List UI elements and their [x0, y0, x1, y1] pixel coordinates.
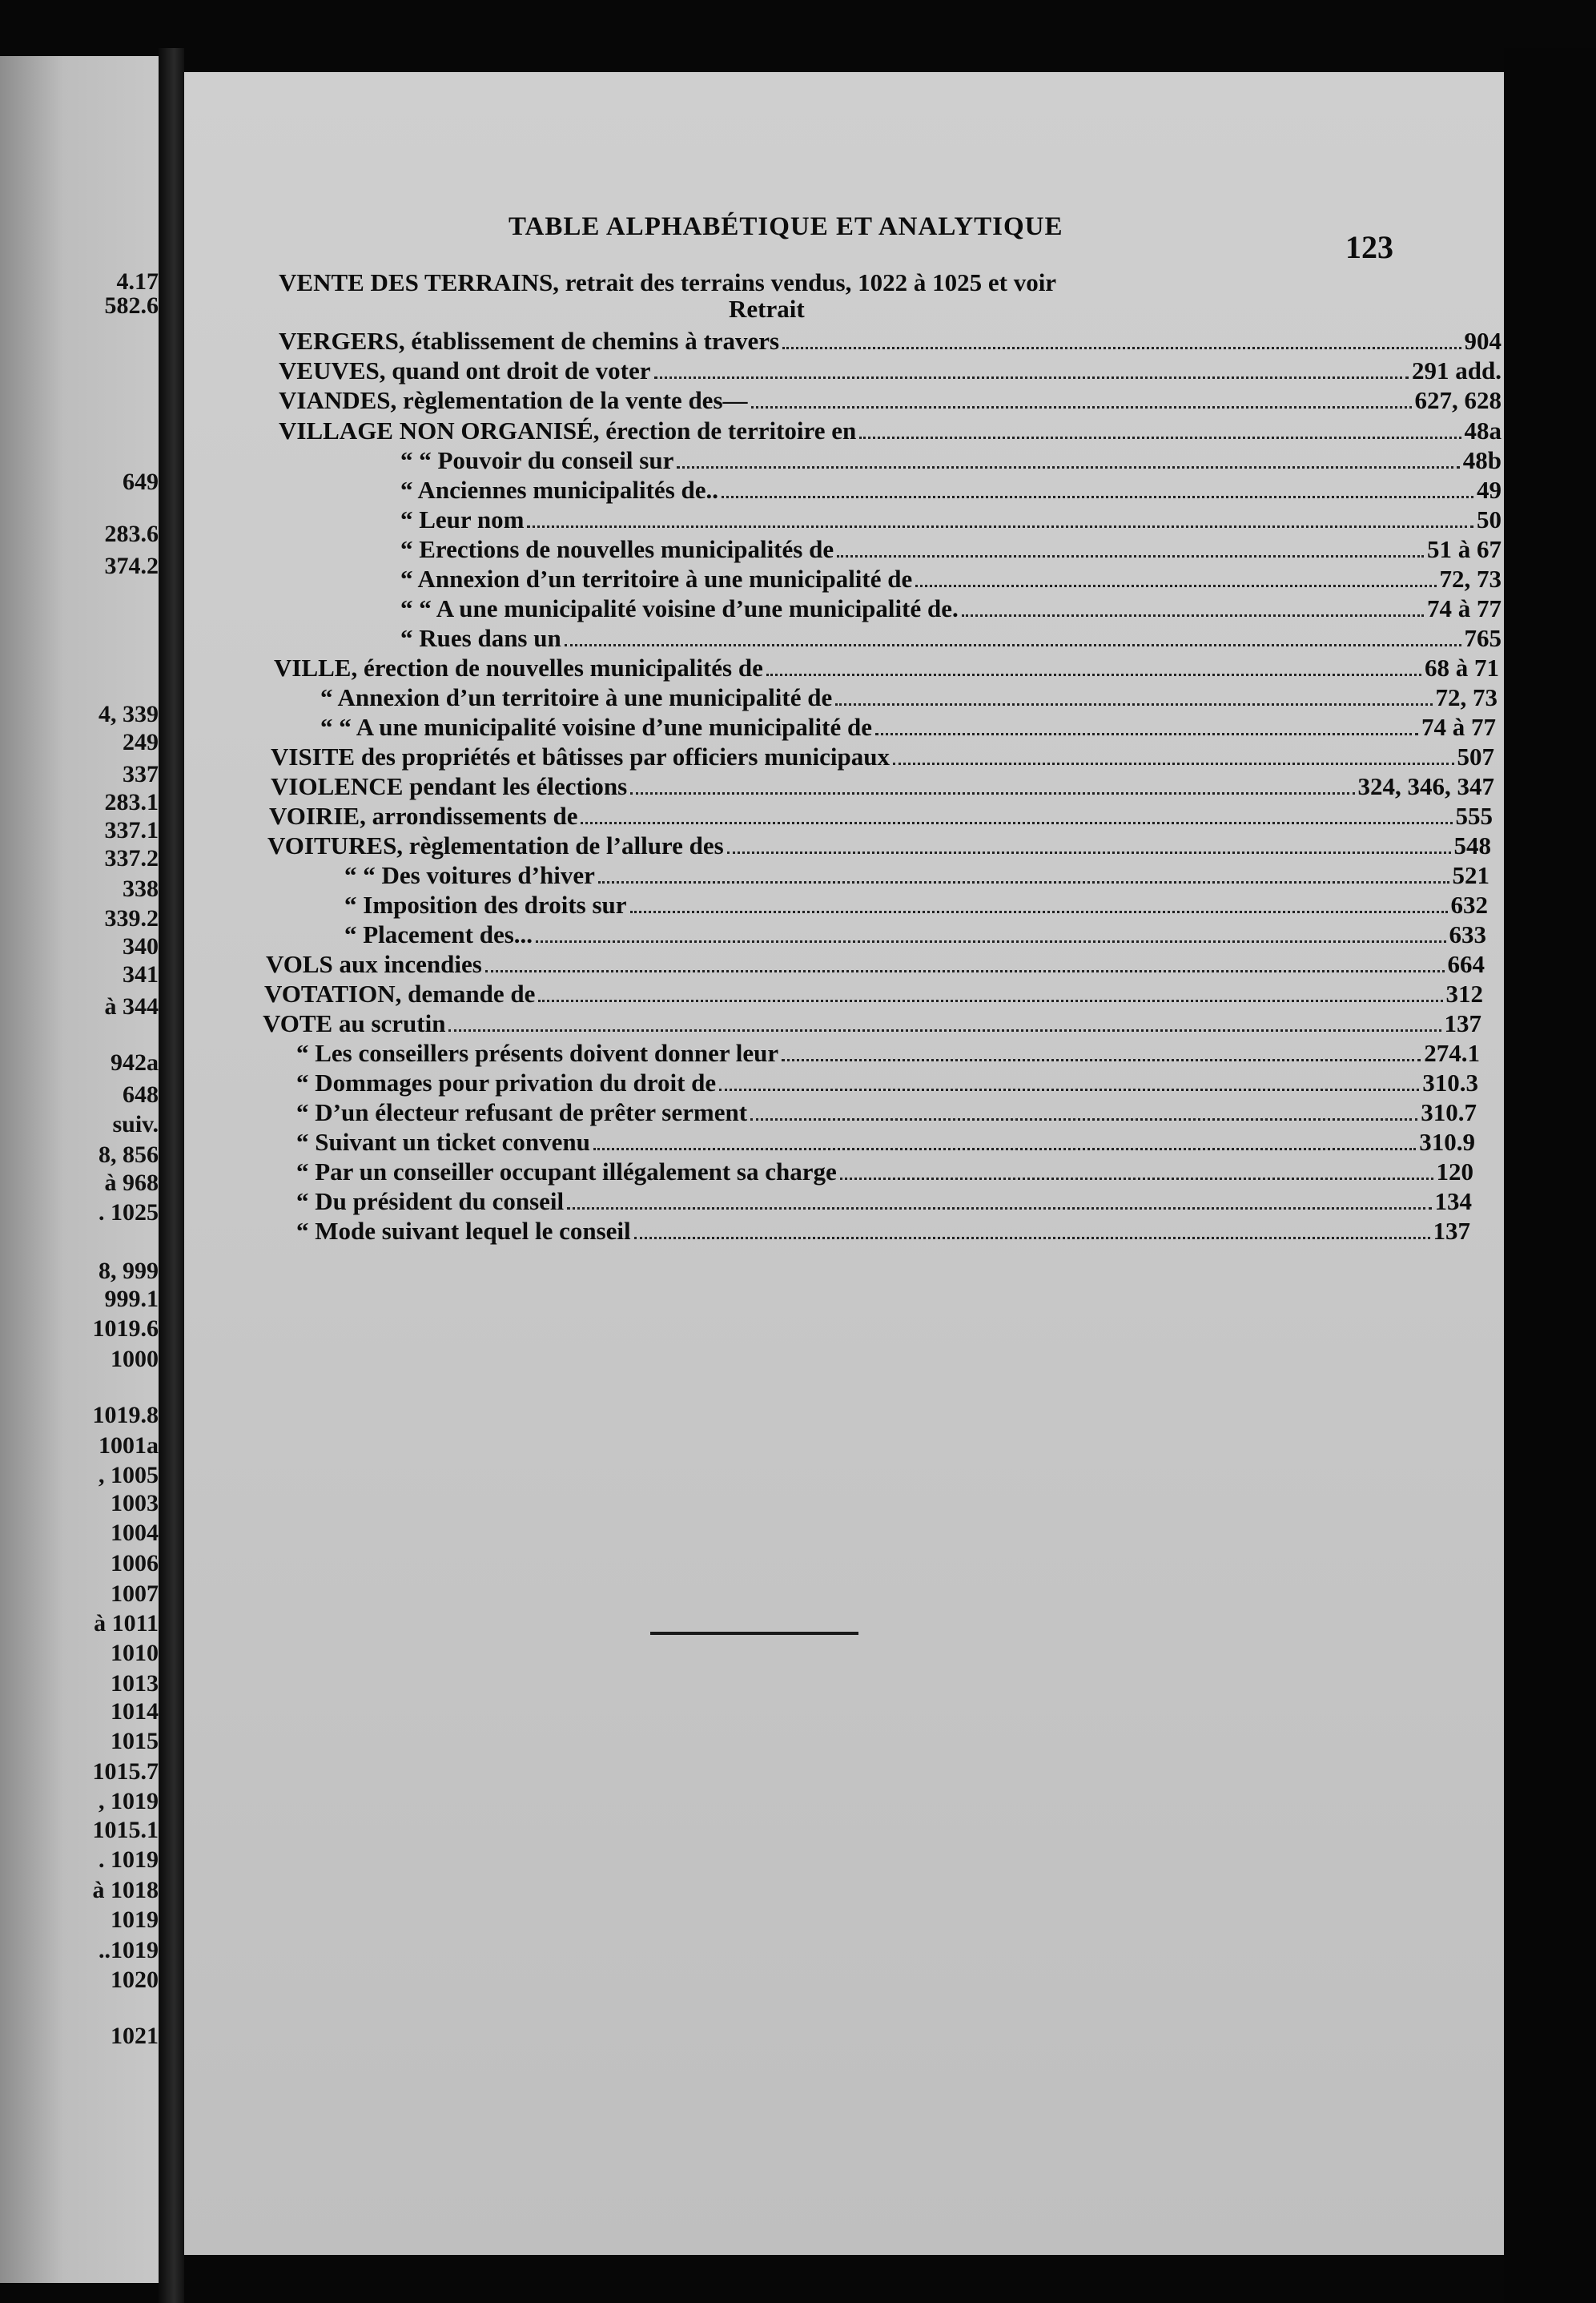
entry-text: “ Les conseillers présents doivent donner leur [296, 1039, 779, 1067]
leader-dots [593, 1148, 1416, 1150]
entry-text: “ Annexion d’un territoire à une municipalité de [320, 683, 833, 711]
index-page [184, 72, 1504, 2255]
entry-text: VIANDES, règlementation de la vente des— [279, 386, 748, 414]
entry-page-ref: 137 [1444, 1009, 1481, 1037]
entry-text: VERGERS, établissement de chemins à travers [279, 327, 780, 355]
end-rule [650, 1632, 858, 1635]
previous-page-number: 1019.8 [92, 1402, 159, 1428]
index-entry [279, 417, 1502, 445]
previous-page-number: 4, 339 [98, 701, 159, 727]
leader-dots [962, 614, 1424, 617]
index-entry [320, 683, 1498, 712]
entry-text: “ Rues dans un [400, 624, 561, 652]
previous-page-number: 1010 [111, 1640, 159, 1666]
previous-page-number: 1015.1 [92, 1817, 159, 1843]
entry-page-ref: 310.7 [1421, 1098, 1477, 1126]
previous-page-number: 374.2 [104, 553, 159, 579]
entry-text: “ Imposition des droits sur [344, 891, 627, 919]
entry-page-ref: 633 [1449, 920, 1486, 948]
previous-page-number: 283.1 [104, 789, 159, 815]
index-entry [400, 446, 1502, 475]
leader-dots [835, 703, 1432, 706]
leader-dots [630, 792, 1354, 795]
leader-dots [567, 1207, 1431, 1210]
previous-page-number: 1021 [111, 2023, 159, 2049]
index-entry [400, 535, 1502, 564]
index-entry [344, 891, 1488, 920]
entry-text: VOTE au scrutin [263, 1009, 446, 1037]
previous-page-number: 1020 [111, 1967, 159, 1993]
previous-page-number: 283.6 [104, 521, 159, 547]
entry-page-ref: 72, 73 [1439, 565, 1502, 593]
previous-page-number: , 1005 [98, 1462, 159, 1488]
entry-text: VOTATION, demande de [264, 980, 536, 1008]
entry-text: “ Placement des... [344, 920, 533, 948]
entry-page-ref: 48a [1464, 417, 1502, 445]
index-entry [296, 1128, 1475, 1157]
right-border [1504, 48, 1596, 2303]
leader-dots [565, 644, 1461, 646]
entry-page-ref: 548 [1453, 831, 1491, 860]
entry-text: VISITE des propriétés et bâtisses par officiers municipaux [271, 743, 890, 771]
previous-page-number: 337.1 [104, 817, 159, 843]
entry-text: “ Leur nom [400, 505, 525, 533]
previous-page-number: 999.1 [104, 1286, 159, 1312]
index-entry [296, 1039, 1480, 1068]
leader-dots [875, 733, 1418, 735]
leader-dots [859, 437, 1461, 439]
previous-page-number: 942a [111, 1049, 159, 1076]
previous-page-number: 1004 [111, 1520, 159, 1546]
previous-page-strip [0, 56, 159, 2283]
previous-page-number: 582.6 [104, 292, 159, 319]
leader-dots [750, 1118, 1417, 1121]
entry-text: “ Dommages pour privation du droit de [296, 1069, 717, 1097]
entry-text: “ Du président du conseil [296, 1187, 565, 1215]
previous-page-number: 339.2 [104, 905, 159, 932]
previous-page-number: , 1019 [98, 1788, 159, 1814]
previous-page-number: 1014 [111, 1698, 159, 1725]
leader-dots [837, 555, 1424, 558]
entry-page-ref: 312 [1445, 980, 1483, 1008]
entry-page-ref: 134 [1434, 1187, 1472, 1215]
entry-page-ref: 765 [1464, 624, 1502, 652]
leader-dots [719, 1089, 1419, 1091]
previous-page-number: à 968 [104, 1170, 159, 1196]
entry-page-ref: 68 à 71 [1425, 654, 1499, 682]
entry-text: “ Erections de nouvelles municipalités de [400, 535, 834, 563]
previous-page-number: 1015 [111, 1728, 159, 1754]
entry-text: VILLE, érection de nouvelles municipalités de [274, 654, 763, 682]
entry-page-ref: 50 [1477, 505, 1502, 533]
index-entry [344, 861, 1489, 890]
index-entry [271, 743, 1494, 771]
entry-text: VIOLENCE pendant les élections [271, 772, 628, 800]
entry-text: “ “ A une municipalité voisine d’une municipalité de. [400, 594, 959, 622]
index-entry [279, 386, 1502, 415]
entry-text: VOITURES, règlementation de l’allure des [267, 831, 724, 860]
entry-page-ref: 555 [1455, 802, 1493, 830]
entry-page-ref: 49 [1477, 476, 1502, 504]
entry-page-ref: 291 add. [1412, 356, 1502, 385]
previous-page-number: 340 [123, 933, 159, 960]
index-entry [267, 831, 1491, 860]
previous-page-number: 1003 [111, 1490, 159, 1516]
entry-page-ref: 521 [1452, 861, 1489, 889]
index-entry [266, 950, 1485, 979]
entry-page-ref: 51 à 67 [1427, 535, 1502, 563]
index-entry [279, 327, 1502, 356]
entry-page-ref: 120 [1436, 1158, 1473, 1186]
index-entry [320, 713, 1496, 742]
previous-page-number: 8, 856 [98, 1141, 159, 1168]
previous-page-number: . 1025 [98, 1199, 159, 1226]
entry-page-ref: 632 [1450, 891, 1488, 919]
leader-dots [766, 674, 1421, 676]
previous-page-number: 1000 [111, 1346, 159, 1372]
entry-page-ref: 72, 73 [1435, 683, 1498, 711]
index-entry [296, 1217, 1470, 1246]
index-entry [264, 980, 1483, 1009]
entry-text: VOLS aux incendies [266, 950, 482, 978]
page-header: TABLE ALPHABÉTIQUE ET ANALYTIQUE [509, 212, 1063, 241]
previous-page-number: ..1019 [98, 1937, 159, 1963]
leader-dots [840, 1178, 1433, 1180]
previous-page-number: 1007 [111, 1580, 159, 1607]
leader-dots [782, 1059, 1421, 1061]
previous-page-number: 1006 [111, 1550, 159, 1576]
previous-page-number: 1015.7 [92, 1758, 159, 1785]
entry-text: “ Par un conseiller occupant illégalement sa charge [296, 1158, 837, 1186]
index-entry [296, 1098, 1477, 1127]
previous-page-number: 648 [123, 1081, 159, 1108]
previous-page-number: 337.2 [104, 845, 159, 872]
previous-page-number: 1019.6 [92, 1315, 159, 1342]
index-entry [269, 802, 1493, 831]
leader-dots [598, 881, 1449, 884]
index-entry [344, 920, 1486, 949]
previous-page-number: 649 [123, 469, 159, 495]
entry-page-ref: 904 [1464, 327, 1502, 355]
entry-text: “ D’un électeur refusant de prêter serment [296, 1098, 748, 1126]
previous-page-number: à 1018 [92, 1877, 159, 1903]
index-entry [279, 356, 1502, 385]
previous-page-number: . 1019 [98, 1846, 159, 1873]
leader-dots [630, 911, 1448, 913]
index-entry [274, 654, 1499, 682]
entry-page-ref: 310.3 [1422, 1069, 1478, 1097]
entry-page-ref: 627, 628 [1414, 386, 1502, 414]
leader-dots [448, 1029, 1441, 1032]
leader-dots [677, 466, 1459, 469]
entry-text: “ Anciennes municipalités de.. [400, 476, 719, 504]
book-gutter [159, 48, 184, 2303]
previous-page-number: 338 [123, 876, 159, 902]
leader-dots [722, 496, 1473, 498]
index-entry [296, 1158, 1473, 1186]
previous-page-number: 1019 [111, 1906, 159, 1933]
entry-page-ref: 48b [1462, 446, 1502, 474]
entry-text: “ Suivant un ticket convenu [296, 1128, 590, 1156]
previous-page-number: 1001a [98, 1432, 159, 1459]
leader-dots [893, 763, 1453, 765]
entry-page-ref: 137 [1433, 1217, 1470, 1245]
entry-page-ref: 74 à 77 [1421, 713, 1496, 741]
leader-dots [915, 585, 1436, 587]
previous-page-number: 337 [123, 761, 159, 787]
leader-dots [751, 406, 1412, 409]
entry-text: “ Annexion d’un territoire à une municipalité de [400, 565, 913, 593]
entry-text: VENTE DES TERRAINS, retrait des terrains vendus, 1022 à 1025 et voir [279, 268, 1057, 296]
entry-page-ref: 274.1 [1424, 1039, 1480, 1067]
leader-dots [727, 852, 1451, 854]
index-entry [400, 624, 1502, 653]
leader-dots [634, 1237, 1430, 1239]
entry-text: VILLAGE NON ORGANISÉ, érection de territoire en [279, 417, 857, 445]
entry-text: “ “ A une municipalité voisine d’une municipalité de [320, 713, 872, 741]
index-entry [400, 476, 1502, 505]
previous-page-number: à 1011 [94, 1610, 159, 1637]
index-entry [263, 1009, 1481, 1038]
retrait-label: Retrait [729, 295, 805, 323]
index-entry [400, 565, 1502, 594]
entry-text: VOIRIE, arrondissements de [269, 802, 578, 830]
entry-page-ref: 507 [1457, 743, 1494, 771]
index-entry [400, 505, 1502, 534]
entry-page-ref: 310.9 [1419, 1128, 1475, 1156]
previous-page-number: 249 [123, 729, 159, 755]
previous-page-number: 1013 [111, 1670, 159, 1697]
page-number: 123 [1345, 229, 1393, 265]
entry-page-ref: 74 à 77 [1427, 594, 1502, 622]
previous-page-number: 4.17 [116, 268, 159, 295]
leader-dots [536, 940, 1445, 943]
previous-page-number: à 344 [104, 993, 159, 1020]
index-entry [279, 268, 1502, 297]
index-entry [271, 772, 1494, 801]
entry-text: “ “ Des voitures d’hiver [344, 861, 595, 889]
index-entry [296, 1187, 1472, 1216]
leader-dots [485, 970, 1445, 972]
entry-text: VEUVES, quand ont droit de voter [279, 356, 651, 385]
previous-page-number: 341 [123, 961, 159, 988]
index-entry [296, 1069, 1478, 1097]
previous-page-number: suiv. [112, 1111, 159, 1137]
previous-page-number: 8, 999 [98, 1258, 159, 1284]
entry-page-ref: 664 [1447, 950, 1485, 978]
leader-dots [782, 347, 1461, 349]
entry-page-ref: 324, 346, 347 [1357, 772, 1494, 800]
index-entry [400, 594, 1502, 623]
entry-text: “ “ Pouvoir du conseil sur [400, 446, 674, 474]
entry-text: “ Mode suivant lequel le conseil [296, 1217, 631, 1245]
leader-dots [527, 525, 1473, 528]
leader-dots [654, 376, 1409, 379]
leader-dots [538, 1000, 1442, 1002]
leader-dots [581, 822, 1452, 824]
